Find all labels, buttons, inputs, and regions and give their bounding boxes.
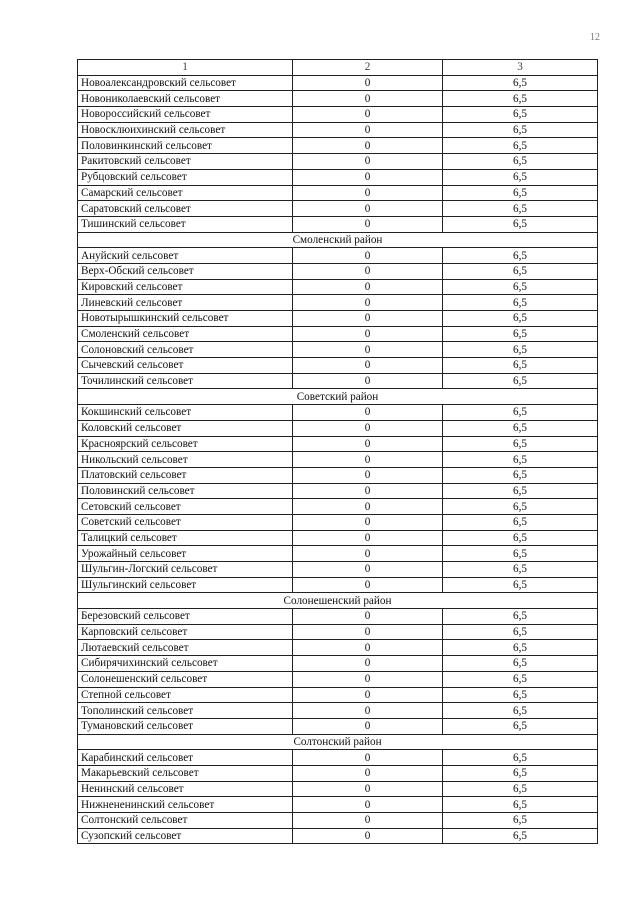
settlement-name: Новониколаевский сельсовет <box>78 91 293 107</box>
settlement-name: Половинский сельсовет <box>78 483 293 499</box>
table-row <box>78 577 598 593</box>
value-col-2: 0 <box>293 75 443 91</box>
header-row <box>78 60 598 76</box>
value-col-3: 6,5 <box>443 295 598 311</box>
settlement-name: Ненинский сельсовет <box>78 781 293 797</box>
value-col-2: 0 <box>293 656 443 672</box>
value-col-2: 0 <box>293 624 443 640</box>
table-row <box>78 295 598 311</box>
settlement-name: Точилинский сельсовет <box>78 373 293 389</box>
value-col-3: 6,5 <box>443 765 598 781</box>
settlement-name: Верх-Обский сельсовет <box>78 263 293 279</box>
value-col-2: 0 <box>293 530 443 546</box>
value-col-2: 0 <box>293 138 443 154</box>
value-col-3: 6,5 <box>443 546 598 562</box>
value-col-2: 0 <box>293 216 443 232</box>
table-row <box>78 514 598 530</box>
settlement-name: Новосклюихинский сельсовет <box>78 122 293 138</box>
table-row <box>78 169 598 185</box>
table-row <box>78 326 598 342</box>
column-header-2: 2 <box>293 60 443 76</box>
district-heading: Советский район <box>78 389 598 405</box>
settlement-name: Новороссийский сельсовет <box>78 107 293 123</box>
value-col-3: 6,5 <box>443 154 598 170</box>
table-row <box>78 342 598 358</box>
value-col-2: 0 <box>293 765 443 781</box>
value-col-3: 6,5 <box>443 514 598 530</box>
value-col-2: 0 <box>293 577 443 593</box>
settlement-name: Половинкинский сельсовет <box>78 138 293 154</box>
settlement-name: Макарьевский сельсовет <box>78 765 293 781</box>
table-row <box>78 107 598 123</box>
table-row <box>78 91 598 107</box>
value-col-3: 6,5 <box>443 342 598 358</box>
table-row <box>78 671 598 687</box>
value-col-3: 6,5 <box>443 311 598 327</box>
value-col-2: 0 <box>293 185 443 201</box>
settlement-name: Карповский сельсовет <box>78 624 293 640</box>
settlement-name: Тумановский сельсовет <box>78 718 293 734</box>
value-col-3: 6,5 <box>443 467 598 483</box>
value-col-3: 6,5 <box>443 530 598 546</box>
value-col-3: 6,5 <box>443 122 598 138</box>
settlement-name: Коловский сельсовет <box>78 420 293 436</box>
column-header-3: 3 <box>443 60 598 76</box>
value-col-3: 6,5 <box>443 781 598 797</box>
settlement-name: Самарский сельсовет <box>78 185 293 201</box>
value-col-3: 6,5 <box>443 358 598 374</box>
value-col-2: 0 <box>293 311 443 327</box>
value-col-3: 6,5 <box>443 169 598 185</box>
value-col-2: 0 <box>293 91 443 107</box>
value-col-3: 6,5 <box>443 718 598 734</box>
settlement-name: Березовский сельсовет <box>78 609 293 625</box>
value-col-2: 0 <box>293 169 443 185</box>
value-col-2: 0 <box>293 703 443 719</box>
value-col-2: 0 <box>293 640 443 656</box>
column-header-1: 1 <box>78 60 293 76</box>
value-col-3: 6,5 <box>443 828 598 844</box>
value-col-2: 0 <box>293 797 443 813</box>
table-row <box>78 467 598 483</box>
value-col-2: 0 <box>293 405 443 421</box>
district-heading-row <box>78 232 598 248</box>
settlement-name: Тополинский сельсовет <box>78 703 293 719</box>
value-col-3: 6,5 <box>443 609 598 625</box>
settlement-name: Тишинский сельсовет <box>78 216 293 232</box>
settlement-name: Карабинский сельсовет <box>78 750 293 766</box>
table-row <box>78 122 598 138</box>
table-row <box>78 138 598 154</box>
district-heading: Солтонский район <box>78 734 598 750</box>
value-col-2: 0 <box>293 373 443 389</box>
value-col-3: 6,5 <box>443 373 598 389</box>
value-col-3: 6,5 <box>443 216 598 232</box>
value-col-2: 0 <box>293 718 443 734</box>
table-row <box>78 154 598 170</box>
settlement-name: Новотырышкинский сельсовет <box>78 311 293 327</box>
settlement-name: Советский сельсовет <box>78 514 293 530</box>
value-col-2: 0 <box>293 107 443 123</box>
settlement-name: Степной сельсовет <box>78 687 293 703</box>
settlement-name: Новоалександровский сельсовет <box>78 75 293 91</box>
table-row <box>78 562 598 578</box>
settlement-name: Рубцовский сельсовет <box>78 169 293 185</box>
value-col-2: 0 <box>293 828 443 844</box>
value-col-2: 0 <box>293 813 443 829</box>
table-row <box>78 609 598 625</box>
table-row <box>78 656 598 672</box>
value-col-3: 6,5 <box>443 279 598 295</box>
value-col-2: 0 <box>293 295 443 311</box>
settlement-name: Талицкий сельсовет <box>78 530 293 546</box>
settlement-name: Солоновский сельсовет <box>78 342 293 358</box>
data-table <box>77 59 598 844</box>
settlement-name: Солонешенский сельсовет <box>78 671 293 687</box>
value-col-3: 6,5 <box>443 703 598 719</box>
table-row <box>78 279 598 295</box>
value-col-3: 6,5 <box>443 499 598 515</box>
value-col-3: 6,5 <box>443 138 598 154</box>
table-row <box>78 452 598 468</box>
value-col-3: 6,5 <box>443 201 598 217</box>
value-col-2: 0 <box>293 514 443 530</box>
value-col-2: 0 <box>293 342 443 358</box>
value-col-2: 0 <box>293 420 443 436</box>
value-col-3: 6,5 <box>443 656 598 672</box>
settlement-name: Сибирячихинский сельсовет <box>78 656 293 672</box>
value-col-3: 6,5 <box>443 750 598 766</box>
value-col-2: 0 <box>293 687 443 703</box>
value-col-3: 6,5 <box>443 671 598 687</box>
value-col-2: 0 <box>293 248 443 264</box>
value-col-3: 6,5 <box>443 562 598 578</box>
district-heading-row <box>78 593 598 609</box>
table-row <box>78 216 598 232</box>
table-row <box>78 185 598 201</box>
value-col-3: 6,5 <box>443 405 598 421</box>
settlement-name: Кировский сельсовет <box>78 279 293 295</box>
district-heading: Солонешенский район <box>78 593 598 609</box>
value-col-3: 6,5 <box>443 248 598 264</box>
table-row <box>78 263 598 279</box>
value-col-3: 6,5 <box>443 75 598 91</box>
settlement-name: Сузопский сельсовет <box>78 828 293 844</box>
value-col-3: 6,5 <box>443 420 598 436</box>
value-col-3: 6,5 <box>443 624 598 640</box>
settlement-name: Кокшинский сельсовет <box>78 405 293 421</box>
value-col-2: 0 <box>293 436 443 452</box>
table-row <box>78 640 598 656</box>
table-row <box>78 781 598 797</box>
value-col-2: 0 <box>293 562 443 578</box>
value-col-2: 0 <box>293 452 443 468</box>
settlement-name: Нижнененинский сельсовет <box>78 797 293 813</box>
value-col-2: 0 <box>293 781 443 797</box>
table-row <box>78 483 598 499</box>
settlement-name: Сычевский сельсовет <box>78 358 293 374</box>
table-row <box>78 828 598 844</box>
value-col-2: 0 <box>293 154 443 170</box>
table-row <box>78 546 598 562</box>
district-heading-row <box>78 389 598 405</box>
value-col-3: 6,5 <box>443 185 598 201</box>
value-col-2: 0 <box>293 609 443 625</box>
settlement-name: Ракитовский сельсовет <box>78 154 293 170</box>
settlement-name: Платовский сельсовет <box>78 467 293 483</box>
table-row <box>78 436 598 452</box>
table-row <box>78 703 598 719</box>
value-col-3: 6,5 <box>443 452 598 468</box>
table-row <box>78 797 598 813</box>
value-col-2: 0 <box>293 279 443 295</box>
table-row <box>78 750 598 766</box>
table-row <box>78 624 598 640</box>
table-row <box>78 311 598 327</box>
table-row <box>78 248 598 264</box>
value-col-3: 6,5 <box>443 436 598 452</box>
settlement-name: Урожайный сельсовет <box>78 546 293 562</box>
settlement-name: Красноярский сельсовет <box>78 436 293 452</box>
value-col-2: 0 <box>293 499 443 515</box>
settlement-name: Шульгин-Логский сельсовет <box>78 562 293 578</box>
table-row <box>78 499 598 515</box>
table-row <box>78 358 598 374</box>
table-body <box>78 60 598 844</box>
value-col-2: 0 <box>293 122 443 138</box>
settlement-name: Никольский сельсовет <box>78 452 293 468</box>
table-row <box>78 201 598 217</box>
settlement-name: Шульгинский сельсовет <box>78 577 293 593</box>
value-col-3: 6,5 <box>443 687 598 703</box>
table-row <box>78 420 598 436</box>
value-col-3: 6,5 <box>443 577 598 593</box>
district-heading: Смоленский район <box>78 232 598 248</box>
value-col-2: 0 <box>293 467 443 483</box>
table-row <box>78 405 598 421</box>
settlement-name: Линевский сельсовет <box>78 295 293 311</box>
value-col-3: 6,5 <box>443 263 598 279</box>
value-col-2: 0 <box>293 483 443 499</box>
value-col-3: 6,5 <box>443 91 598 107</box>
value-col-3: 6,5 <box>443 640 598 656</box>
value-col-3: 6,5 <box>443 483 598 499</box>
settlement-name: Солтонский сельсовет <box>78 813 293 829</box>
settlement-name: Лютаевский сельсовет <box>78 640 293 656</box>
settlement-name: Саратовский сельсовет <box>78 201 293 217</box>
value-col-2: 0 <box>293 750 443 766</box>
page-number: 12 <box>590 32 600 43</box>
value-col-2: 0 <box>293 358 443 374</box>
value-col-3: 6,5 <box>443 797 598 813</box>
table-row <box>78 687 598 703</box>
value-col-2: 0 <box>293 326 443 342</box>
table-row <box>78 75 598 91</box>
value-col-2: 0 <box>293 201 443 217</box>
settlement-name: Смоленский сельсовет <box>78 326 293 342</box>
value-col-3: 6,5 <box>443 326 598 342</box>
table-row <box>78 813 598 829</box>
table-row <box>78 373 598 389</box>
table-row <box>78 765 598 781</box>
table-row <box>78 530 598 546</box>
settlement-name: Ануйский сельсовет <box>78 248 293 264</box>
value-col-3: 6,5 <box>443 107 598 123</box>
table-row <box>78 718 598 734</box>
value-col-2: 0 <box>293 263 443 279</box>
settlement-name: Сетовский сельсовет <box>78 499 293 515</box>
value-col-2: 0 <box>293 546 443 562</box>
value-col-3: 6,5 <box>443 813 598 829</box>
district-heading-row <box>78 734 598 750</box>
value-col-2: 0 <box>293 671 443 687</box>
